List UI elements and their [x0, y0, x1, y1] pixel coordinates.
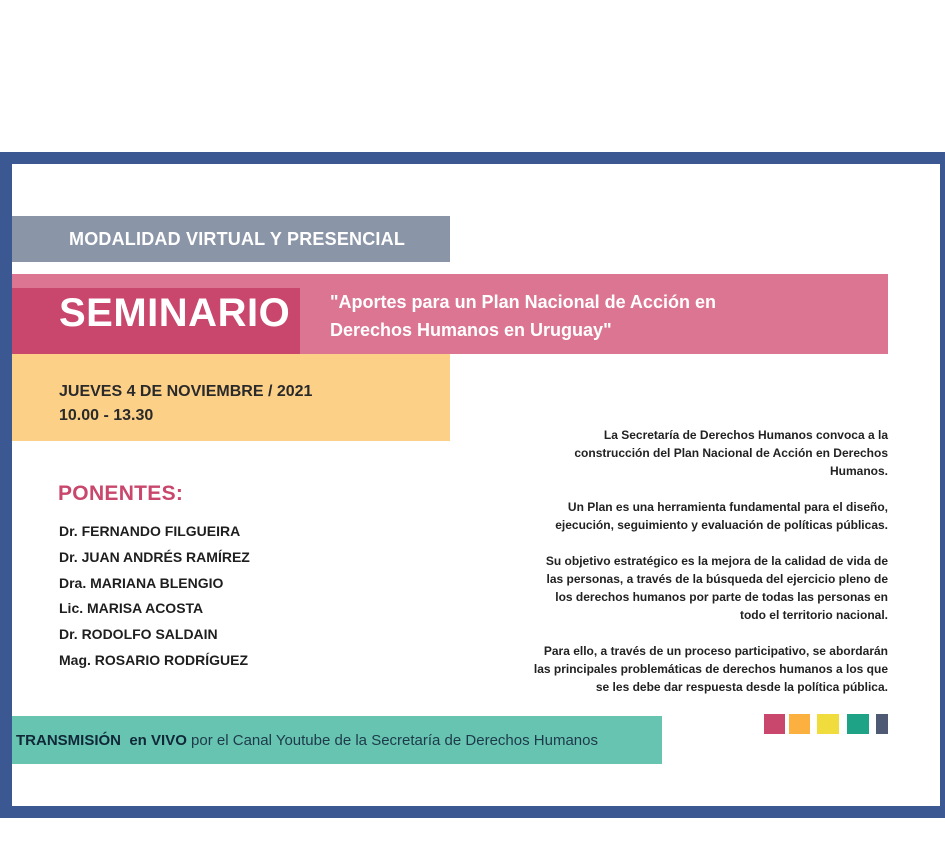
swatch-slate [876, 714, 888, 734]
description-line: construcción del Plan Nacional de Acción en Derechos [574, 446, 888, 460]
description-line: se les debe dar respuesta desde la política pública. [595, 680, 888, 694]
description-paragraph-4 [468, 642, 888, 696]
transmision-detail: por el Canal Youtube de la Secretaría de Derechos Humanos [191, 732, 598, 749]
transmision-banner [12, 716, 662, 764]
event-date: JUEVES 4 DE NOVIEMBRE / 2021 [59, 383, 313, 400]
speaker-item: Dr. JUAN ANDRÉS RAMÍREZ [59, 548, 250, 565]
description-line: Un Plan es una herramienta fundamental para el diseño, [567, 500, 888, 514]
description-line: La Secretaría de Derechos Humanos convoca a la [603, 428, 888, 442]
speaker-item: Dr. FERNANDO FILGUEIRA [59, 523, 241, 539]
en-vivo-label: en VIVO [129, 732, 187, 749]
speaker-list [59, 520, 250, 675]
swatch-yellow [817, 714, 839, 734]
speaker-item: Lic. MARISA ACOSTA [59, 600, 204, 617]
seminar-title-line-2: Derechos Humanos en Uruguay" [330, 320, 612, 340]
swatch-teal [847, 714, 869, 734]
description-line: los derechos humanos por parte de todas las personas en [555, 590, 888, 604]
description-paragraph-3 [468, 552, 888, 624]
description [468, 426, 888, 714]
transmision-text [16, 732, 598, 749]
description-line: Su objetivo estratégico es la mejora de la calidad de vida de [545, 554, 888, 568]
description-line: las principales problemáticas de derechos humanos a los que [533, 662, 888, 676]
speaker-item: Mag. ROSARIO RODRÍGUEZ [59, 651, 249, 668]
event-time: 10.00 - 13.30 [59, 407, 154, 424]
swatch-pink [764, 714, 785, 734]
description-line: las personas, a través de la búsqueda del ejercicio pleno de [546, 572, 888, 586]
description-line: Para ello, a través de un proceso participativo, se abordarán [543, 644, 888, 658]
description-paragraph-1 [468, 426, 888, 480]
description-paragraph-2 [468, 498, 888, 534]
description-line: Humanos. [829, 464, 888, 478]
description-line: todo el territorio nacional. [739, 608, 888, 622]
seminario-heading: SEMINARIO [59, 291, 291, 335]
ponentes-heading: PONENTES: [58, 482, 184, 505]
seminar-title [330, 288, 850, 344]
modalidad-banner [12, 216, 450, 262]
speaker-item: Dr. RODOLFO SALDAIN [59, 626, 218, 643]
speaker-item: Dra. MARIANA BLENGIO [59, 574, 224, 591]
description-line: ejecución, seguimiento y evaluación de políticas públicas. [555, 518, 888, 532]
swatch-orange [789, 714, 810, 734]
seminar-title-line-1: "Aportes para un Plan Nacional de Acción en [330, 292, 716, 312]
modalidad-label: MODALIDAD VIRTUAL Y PRESENCIAL [69, 229, 406, 249]
transmision-label: TRANSMISIÓN [16, 732, 121, 749]
